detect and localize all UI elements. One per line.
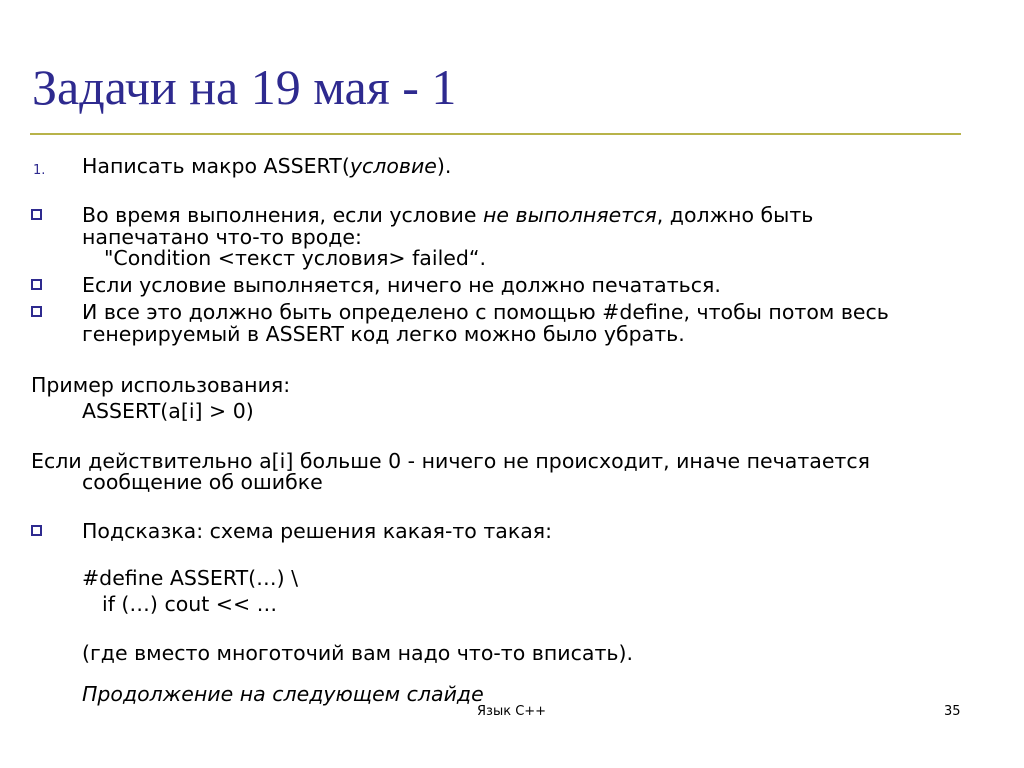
bullet-3-line-1: И все это должно быть определено с помощью #define, чтобы потом весь bbox=[82, 300, 889, 324]
square-bullet-icon bbox=[31, 306, 42, 317]
item-1-italic: условие bbox=[349, 154, 437, 178]
hint-note: (где вместо многоточий вам надо что-то вписать). bbox=[82, 641, 633, 665]
square-bullet-icon bbox=[31, 209, 42, 220]
example-code: ASSERT(a[i] > 0) bbox=[82, 399, 254, 423]
bullet-1-line-3: "Condition <текст условия> failed“. bbox=[104, 246, 487, 270]
page-title: Задачи на 19 мая - 1 bbox=[32, 59, 457, 115]
example-label: Пример использования: bbox=[31, 373, 291, 397]
bullet-1-line-2: напечатано что-то вроде: bbox=[82, 225, 362, 249]
square-bullet-icon bbox=[31, 525, 42, 536]
bullet-1-italic: не выполняется bbox=[482, 203, 657, 227]
bullet-1-line-1 bbox=[82, 204, 813, 226]
bullet-3-line-2: генерируемый в ASSERT код легко можно было убрать. bbox=[82, 322, 685, 346]
continuation-text: Продолжение на следующем слайде bbox=[82, 682, 484, 706]
explain-line-2: сообщение об ошибке bbox=[82, 470, 323, 494]
item-1 bbox=[82, 155, 451, 177]
bullet-1-text-b: , должно быть bbox=[656, 203, 814, 227]
item-1-end: ). bbox=[436, 154, 452, 178]
hint-text: Подсказка: схема решения какая-то такая: bbox=[82, 519, 553, 543]
page-number: 35 bbox=[944, 704, 961, 719]
footer-title: Язык C++ bbox=[477, 704, 547, 719]
bullet-1-text-a: Во время выполнения, если условие bbox=[82, 203, 483, 227]
title-underline bbox=[30, 133, 961, 135]
bullet-2: Если условие выполняется, ничего не должно печататься. bbox=[82, 273, 721, 297]
hint-code-1: #define ASSERT(…) \ bbox=[82, 566, 299, 590]
continuation-note bbox=[82, 683, 484, 705]
list-number-1: 1. bbox=[33, 163, 46, 178]
hint-code-2: if (…) cout << … bbox=[102, 592, 278, 616]
item-1-text: Написать макро ASSERT( bbox=[82, 154, 350, 178]
explain-line-1: Если действительно a[i] больше 0 - ничего не происходит, иначе печатается bbox=[31, 449, 870, 473]
square-bullet-icon bbox=[31, 279, 42, 290]
